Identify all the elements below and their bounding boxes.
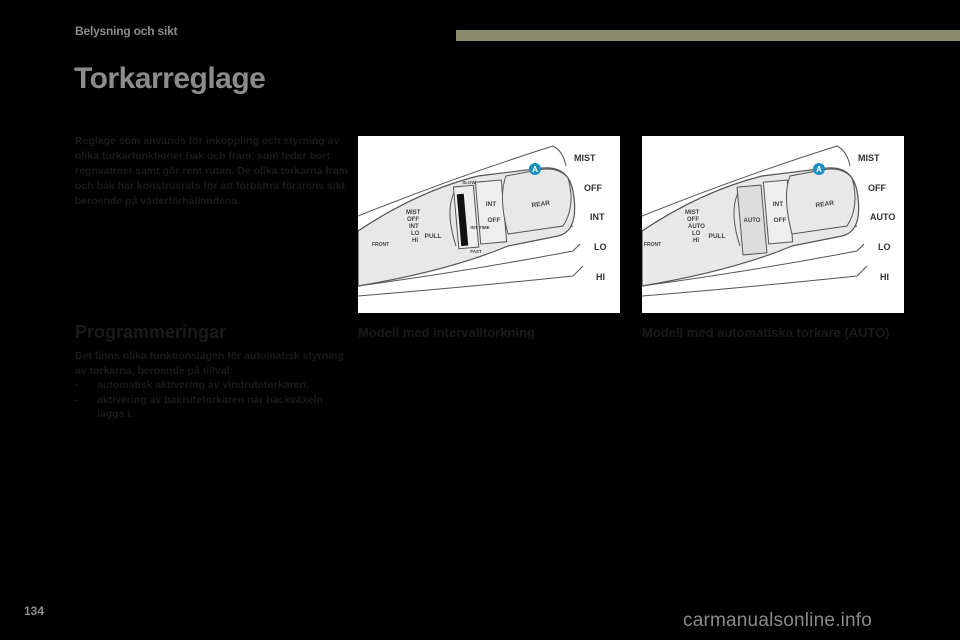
page-title: Torkarreglage: [74, 62, 266, 95]
watermark: carmanualsonline.info: [683, 610, 873, 631]
svg-text:HI: HI: [412, 238, 418, 244]
programming-section: [75, 349, 350, 422]
svg-text:OFF: OFF: [868, 183, 886, 193]
svg-text:FRONT: FRONT: [372, 242, 390, 248]
wiper-lever-illustration: [642, 136, 904, 313]
svg-text:MIST: MIST: [574, 153, 596, 163]
svg-text:OFF: OFF: [487, 217, 501, 224]
bullet: -: [75, 393, 79, 406]
figure-caption-intermittent: Modell med intervalltorkning: [358, 325, 535, 340]
svg-text:AUTO: AUTO: [743, 218, 761, 224]
wiper-lever-diagram-intermittent: [358, 136, 620, 313]
svg-text:INT: INT: [485, 201, 497, 208]
header-bar: [456, 30, 960, 41]
svg-text:INT TIME: INT TIME: [470, 225, 490, 230]
wiper-lever-diagram-auto: [642, 136, 904, 313]
figure-caption-auto: Modell med automatiska torkare (AUTO): [642, 325, 890, 340]
svg-text:OFF: OFF: [687, 217, 699, 223]
svg-text:LO: LO: [411, 231, 420, 237]
svg-text:MIST: MIST: [406, 210, 421, 216]
svg-text:PULL: PULL: [424, 233, 442, 240]
svg-text:AUTO: AUTO: [870, 212, 896, 222]
list-item-text: automatisk aktivering av vindrutetorkaren,: [97, 379, 309, 391]
svg-text:INT: INT: [772, 201, 784, 208]
svg-text:REAR: REAR: [531, 199, 551, 210]
bullet: -: [75, 379, 79, 391]
programming-list: [75, 378, 350, 422]
svg-text:INT: INT: [590, 212, 605, 222]
svg-text:HI: HI: [880, 272, 889, 282]
svg-text:LO: LO: [878, 242, 891, 252]
programming-text: Det finns olika funktionslägen för automatisk styrning av torkarna, beroende på tillval:: [75, 350, 344, 377]
svg-text:SLOW: SLOW: [462, 180, 476, 185]
programming-heading: Programmeringar: [75, 322, 227, 342]
intro-paragraph: Reglage som används för inkoppling och styrning av olika torkarfunktioner bak och fram, som leder bort regnvattnet samt gör rent rutan. De olika torkarna fram och bak har konstruerats för att förbättra förarens sikt beroende på väderförhållandena.: [75, 135, 349, 207]
svg-text:LO: LO: [594, 242, 607, 252]
svg-text:INT: INT: [409, 224, 419, 230]
svg-text:AUTO: AUTO: [688, 224, 705, 230]
page-number: 134: [24, 604, 45, 618]
svg-text:A: A: [816, 165, 822, 174]
svg-text:MIST: MIST: [685, 210, 700, 216]
list-item: [75, 393, 350, 422]
svg-text:LO: LO: [692, 231, 701, 237]
svg-text:HI: HI: [596, 272, 605, 282]
svg-text:OFF: OFF: [773, 217, 787, 224]
svg-text:REAR: REAR: [815, 199, 835, 210]
wiper-lever-illustration: [358, 136, 620, 313]
svg-text:FRONT: FRONT: [644, 242, 662, 248]
svg-text:MIST: MIST: [858, 153, 880, 163]
list-item-text: aktivering av bakrutetorkaren när backväxeln läggs i.: [97, 393, 323, 420]
svg-text:FAST: FAST: [470, 249, 482, 254]
svg-text:PULL: PULL: [708, 233, 726, 240]
svg-text:OFF: OFF: [407, 217, 419, 223]
svg-text:HI: HI: [693, 238, 699, 244]
svg-text:A: A: [532, 165, 538, 174]
list-item: [75, 378, 350, 393]
section-label: Belysning och sikt: [75, 24, 178, 38]
svg-text:OFF: OFF: [584, 183, 602, 193]
